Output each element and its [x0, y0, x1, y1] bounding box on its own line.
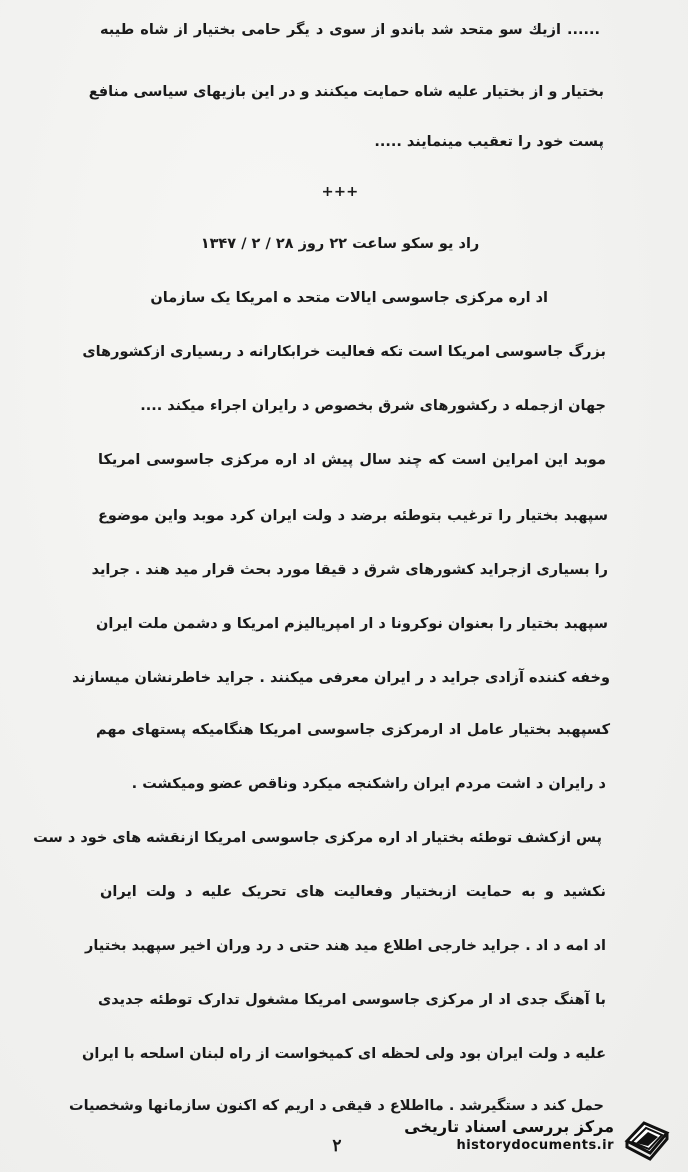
text-line-1: ...... ازيك سو متحد شد باندو از سوی د يگر حامی بختيار از شاه طيبه — [100, 22, 600, 38]
text-line-21: حمل کند د ستگيرشد . مااطلاع د قيقی د اريم که اکنون سازمانها وشخصيات — [69, 1098, 604, 1114]
text-line-12: سپهبد بختيار را بعنوان نوکرونا د ار امپرياليزم امريکا و دشمن ملت ايران — [96, 616, 608, 632]
book-logo-icon — [622, 1111, 672, 1161]
section-separator: +++ — [321, 184, 359, 200]
text-line-20: عليه د ولت ايران بود ولی لحظه ای کميخواست از راه لبنان اسلحه با ايران — [82, 1046, 606, 1062]
watermark-title: مرکز بررسی اسناد تاریخی — [404, 1117, 614, 1136]
text-line-6: اد اره مرکزی جاسوسی ايالات متحد ه امريکا يک سازمان — [150, 290, 548, 306]
broadcast-header: راد يو سکو ساعت ۲۲ روز ۲۸ / ۲ / ۱۳۴۷ — [200, 236, 480, 252]
text-line-17: نکشيد و به حمايت ازبختيار وفعاليت های تحريک عليه د ولت ايران — [100, 884, 606, 900]
watermark-url: historydocuments.ir — [456, 1138, 614, 1153]
text-line-8: جهان ازجمله د رکشورهای شرق بخصوص د رايران اجراء ميکند .... — [140, 398, 606, 414]
archive-watermark — [397, 1108, 672, 1164]
text-line-2: بختيار و از بختيار عليه شاه حمايت ميکنند و در اين بازيهای سياسی منافع — [88, 84, 604, 100]
text-line-9: موبد اين امراين است که چند سال پيش اد اره مرکزی جاسوسی امريکا — [98, 452, 606, 468]
text-line-19: با آهنگ جدی اد ار مرکزی جاسوسی امريکا مشغول تدارک توطئه جديدی — [98, 992, 606, 1008]
text-line-18: اد امه د اد . جرايد خارجی اطلاع مید هند حتی د رد وران اخير سپهبد بختيار — [85, 938, 606, 954]
text-line-7: بزرگ جاسوسی امريکا است تکه فعاليت خرابکارانه د ربسياری ازکشورهای — [82, 344, 606, 360]
text-line-16: پس ازکشف توطئه بختيار اد اره مرکزی جاسوسی امريکا ازنقشه های خود د ست — [33, 830, 602, 846]
text-line-11: را بسياری ازجرايد کشورهای شرق د قيقا مورد بحث قرار مید هند . جرايد — [91, 562, 608, 578]
text-line-3: پست خود را تعقيب مينمايند ..... — [374, 134, 604, 150]
text-line-14: کسپهبد بختيار عامل اد ارمرکزی جاسوسی امريکا هنگاميکه پستهای مهم — [96, 722, 610, 738]
text-line-13: وخفه کننده آزادی جرايد د ر ايران معرفی ميکنند . جرايد خاطرنشان ميسازند — [72, 670, 610, 686]
text-line-10: سپهبد بختيار را ترغيب بتوطئه برضد د ولت ايران کرد موبد واين موضوع — [98, 508, 608, 524]
text-line-15: د رايران د اشت مردم ايران راشکنجه ميکرد وناقص عضو وميکشت . — [131, 776, 606, 792]
page-number: ۲ — [332, 1136, 342, 1156]
watermark-text — [404, 1117, 614, 1155]
